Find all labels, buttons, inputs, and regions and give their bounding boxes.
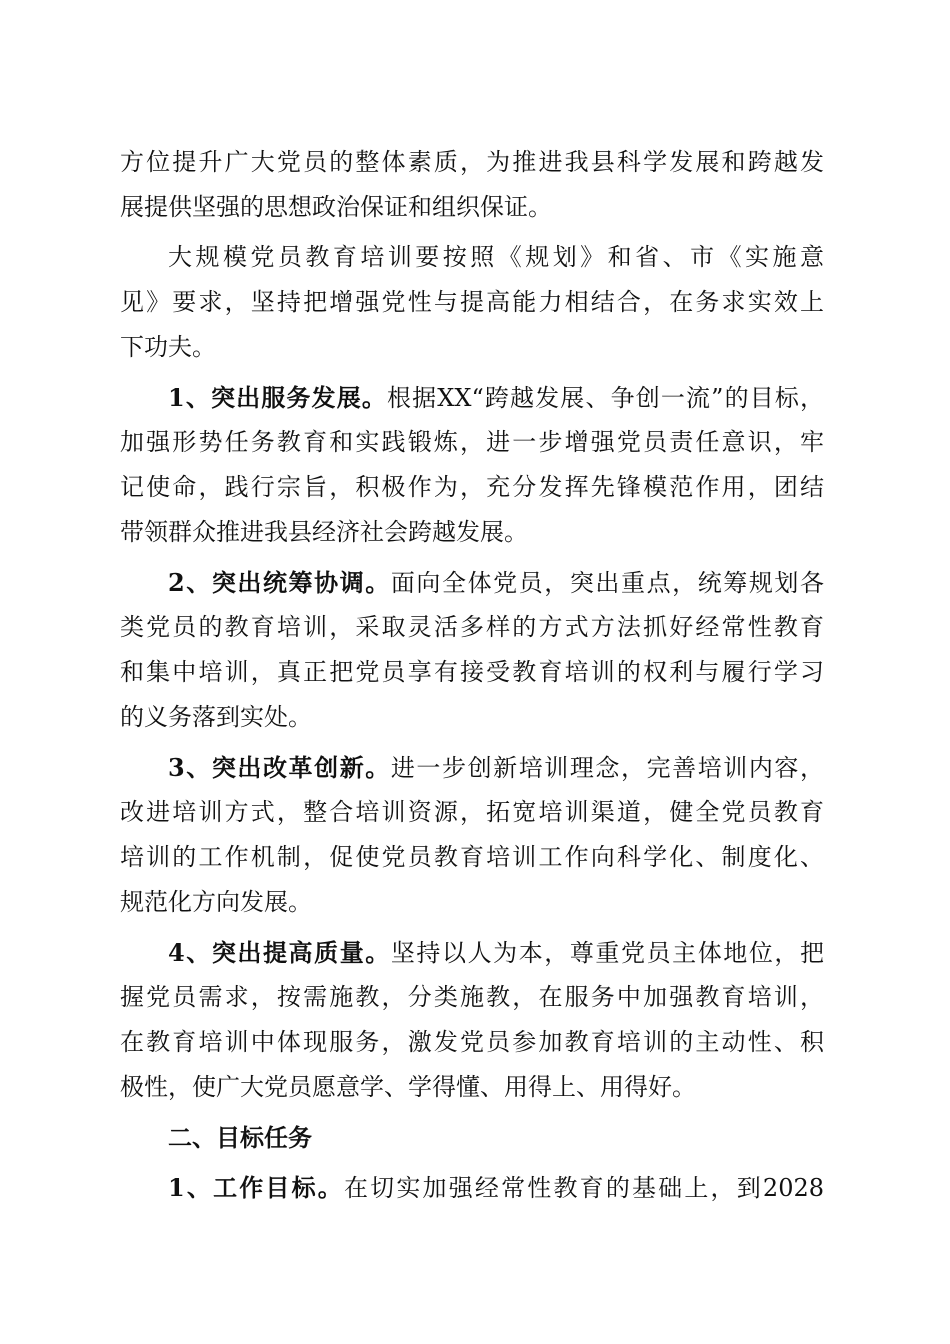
item-quality bbox=[120, 930, 824, 1110]
text-line: 展提供坚强的思想政治保证和组织保证。 bbox=[120, 193, 552, 221]
section-heading-goals bbox=[120, 1115, 824, 1160]
document-page bbox=[120, 140, 824, 1210]
section-title: 二、目标任务 bbox=[168, 1123, 312, 1152]
text-line: 培训的工作机制，促使党员教育培训工作向科学化、制度化、 bbox=[120, 843, 824, 871]
text-line bbox=[120, 745, 824, 790]
item-reform-innovation bbox=[120, 745, 824, 925]
item-text: 进一步创新培训理念，完善培训内容， bbox=[390, 754, 825, 782]
text-line: 的义务落到实处。 bbox=[120, 703, 312, 731]
text-line: 记使命，践行宗旨，积极作为，充分发挥先锋模范作用，团结 bbox=[120, 473, 824, 501]
paragraph-intro-continuation bbox=[120, 140, 824, 230]
item-heading: 1、突出服务发展。 bbox=[168, 383, 387, 412]
text-line: 类党员的教育培训，采取灵活多样的方式方法抓好经常性教育 bbox=[120, 613, 824, 641]
item-heading: 1、工作目标。 bbox=[168, 1173, 344, 1202]
item-coordination bbox=[120, 560, 824, 740]
text-line: 在教育培训中体现服务，激发党员参加教育培训的主动性、积 bbox=[120, 1028, 824, 1056]
text-line: 极性，使广大党员愿意学、学得懂、用得上、用得好。 bbox=[120, 1073, 696, 1101]
text-line: 见》要求，坚持把增强党性与提高能力相结合，在务求实效上 bbox=[120, 288, 824, 316]
item-text: 坚持以人为本，尊重党员主体地位，把 bbox=[390, 939, 825, 967]
item-work-goal bbox=[120, 1165, 824, 1210]
text-line bbox=[120, 1165, 824, 1210]
text-line bbox=[120, 560, 824, 605]
text-line: 规范化方向发展。 bbox=[120, 888, 312, 916]
text-line: 握党员需求，按需施教，分类施教，在服务中加强教育培训， bbox=[120, 983, 824, 1011]
text-line: 加强形势任务教育和实践锻炼，进一步增强党员责任意识，牢 bbox=[120, 428, 824, 456]
text-line: 和集中培训，真正把党员享有接受教育培训的权利与履行学习 bbox=[120, 658, 824, 686]
item-text: 在切实加强经常性教育的基础上，到2028 bbox=[343, 1174, 824, 1202]
item-heading: 3、突出改革创新。 bbox=[168, 753, 391, 782]
text-line bbox=[120, 375, 824, 420]
item-service-development bbox=[120, 375, 824, 555]
text-line bbox=[120, 930, 824, 975]
paragraph-requirements bbox=[120, 235, 824, 370]
text-line: 改进培训方式，整合培训资源，拓宽培训渠道，健全党员教育 bbox=[120, 798, 824, 826]
item-heading: 2、突出统筹协调。 bbox=[168, 568, 391, 597]
item-text: 根据XX“跨越发展、争创一流”的目标， bbox=[387, 384, 824, 412]
text-line: 下功夫。 bbox=[120, 333, 216, 361]
text-line: 大规模党员教育培训要按照《规划》和省、市《实施意 bbox=[168, 243, 824, 271]
item-heading: 4、突出提高质量。 bbox=[168, 938, 391, 967]
text-line: 方位提升广大党员的整体素质，为推进我县科学发展和跨越发 bbox=[120, 148, 824, 176]
item-text: 面向全体党员，突出重点，统筹规划各 bbox=[390, 569, 825, 597]
text-line: 带领群众推进我县经济社会跨越发展。 bbox=[120, 518, 528, 546]
